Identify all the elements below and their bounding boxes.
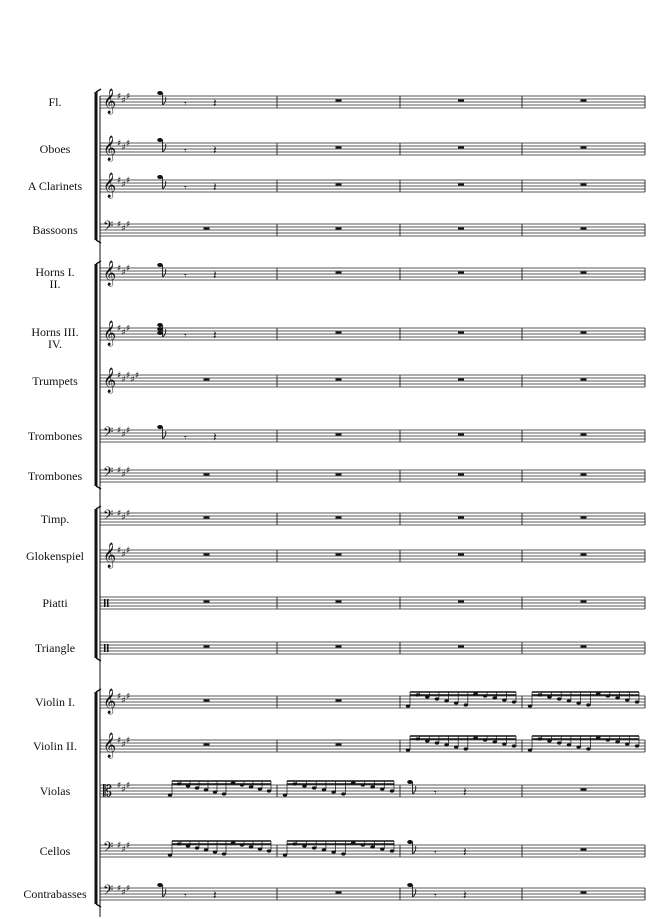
note-head — [407, 883, 413, 887]
sharp-icon: ♯ — [126, 884, 131, 894]
staff — [100, 320, 645, 346]
whole-rest — [458, 474, 464, 476]
sharp-icon: ♯ — [121, 180, 126, 190]
note-head — [425, 739, 429, 742]
note-head — [586, 703, 590, 706]
whole-rest — [458, 379, 464, 381]
instrument-label: Violas — [39, 784, 71, 798]
note-head — [528, 748, 532, 751]
staff — [100, 424, 645, 444]
alto-clef-icon: 𝄡 — [103, 781, 112, 800]
note-head — [557, 741, 561, 744]
note-flag — [163, 431, 166, 439]
quarter-rest-icon: 𝄽 — [463, 785, 467, 799]
note-head — [444, 743, 448, 746]
whole-rest — [581, 892, 587, 894]
instrument-label: Glokenspiel — [26, 549, 84, 563]
quarter-rest-icon: 𝄽 — [213, 96, 217, 110]
note-head — [204, 788, 208, 791]
note-flag — [163, 329, 166, 337]
quarter-rest-icon: 𝄽 — [213, 430, 217, 444]
note-head — [322, 848, 326, 851]
percussion-clef-icon — [107, 599, 109, 607]
note-flag — [413, 889, 416, 897]
treble-clef-icon: 𝄞 — [103, 136, 117, 161]
note-head — [547, 695, 551, 698]
whole-rest — [458, 147, 464, 149]
staff — [100, 260, 645, 286]
note-head — [322, 788, 326, 791]
whole-rest — [581, 272, 587, 274]
sharp-icon: ♯ — [117, 139, 122, 149]
note-head — [341, 792, 345, 795]
note-head — [625, 742, 629, 745]
staff — [100, 507, 645, 526]
sharp-icon: ♯ — [117, 264, 122, 274]
staff — [100, 218, 645, 237]
note-head — [302, 784, 306, 787]
quarter-rest-icon: 𝄽 — [213, 328, 217, 342]
whole-rest — [336, 744, 342, 746]
staff — [100, 882, 645, 902]
whole-rest — [336, 379, 342, 381]
staff — [100, 172, 645, 198]
treble-clef-icon: 𝄞 — [103, 543, 117, 568]
sharp-icon: ♯ — [117, 371, 122, 381]
note-head — [567, 699, 571, 702]
instrument-label: A Clarinets — [27, 179, 83, 193]
eighth-rest-icon: 𝄾 — [184, 271, 187, 282]
note-head — [528, 704, 532, 707]
eighth-rest-icon: 𝄾 — [434, 891, 437, 902]
note-head — [213, 790, 217, 793]
note-head — [406, 704, 410, 707]
instrument-label: Bassoons — [32, 223, 78, 237]
note-head — [576, 745, 580, 748]
quarter-rest-icon: 𝄽 — [463, 845, 467, 859]
note-head — [406, 748, 410, 751]
whole-rest — [336, 272, 342, 274]
sharp-icon: ♯ — [126, 426, 131, 436]
note-head — [615, 740, 619, 743]
note-head — [493, 696, 497, 699]
whole-rest — [581, 517, 587, 519]
bass-clef-icon: 𝄢 — [103, 507, 114, 526]
sharp-icon: ♯ — [126, 92, 131, 102]
whole-rest — [336, 434, 342, 436]
sharp-icon: ♯ — [117, 781, 122, 791]
note-head — [195, 786, 199, 789]
whole-rest — [336, 892, 342, 894]
sharp-icon: ♯ — [121, 224, 126, 234]
note-flag — [413, 786, 416, 794]
whole-rest — [204, 474, 210, 476]
staff — [100, 464, 645, 483]
whole-rest — [458, 601, 464, 603]
eighth-rest-icon: 𝄾 — [184, 146, 187, 157]
note-head — [370, 785, 374, 788]
whole-rest — [458, 517, 464, 519]
staff — [100, 597, 645, 609]
instrument-label: Trumpets — [32, 374, 78, 388]
note-head — [267, 849, 271, 852]
note-head — [195, 846, 199, 849]
note-head — [186, 844, 190, 847]
sharp-icon: ♯ — [126, 841, 131, 851]
quarter-rest-icon: 𝄽 — [213, 888, 217, 902]
whole-rest — [581, 228, 587, 230]
note-head — [168, 793, 172, 796]
bass-clef-icon: 𝄢 — [103, 882, 114, 901]
sharp-icon: ♯ — [121, 888, 126, 898]
note-head — [267, 789, 271, 792]
note-head — [615, 696, 619, 699]
sharp-icon: ♯ — [126, 371, 131, 381]
treble-clef-icon: 𝄞 — [103, 261, 117, 286]
whole-rest — [204, 646, 210, 648]
whole-rest — [204, 379, 210, 381]
instrument-label: Trombones — [27, 469, 83, 483]
quarter-rest-icon: 𝄽 — [463, 888, 467, 902]
instrument-label: Fl. — [48, 95, 62, 109]
sharp-icon: ♯ — [121, 268, 126, 278]
whole-rest — [458, 228, 464, 230]
sharp-icon: ♯ — [126, 176, 131, 186]
bass-clef-icon: 𝄢 — [103, 218, 114, 237]
whole-rest — [581, 849, 587, 851]
sharp-icon: ♯ — [121, 143, 126, 153]
staff — [100, 88, 645, 114]
whole-rest — [336, 474, 342, 476]
whole-rest — [581, 379, 587, 381]
note-head — [454, 745, 458, 748]
note-head — [380, 787, 384, 790]
instrument-label: Timp. — [40, 512, 70, 526]
whole-rest — [581, 554, 587, 556]
percussion-clef-icon — [107, 644, 109, 652]
sharp-icon: ♯ — [126, 264, 131, 274]
note-head — [454, 701, 458, 704]
note-head — [502, 698, 506, 701]
whole-rest — [336, 332, 342, 334]
note-head — [464, 703, 468, 706]
whole-rest — [581, 332, 587, 334]
instrument-label: Violin I. — [35, 695, 75, 709]
note-head — [302, 844, 306, 847]
note-head — [157, 138, 163, 142]
whole-rest — [581, 184, 587, 186]
note-head — [635, 700, 639, 703]
whole-rest — [204, 554, 210, 556]
sharp-icon: ♯ — [126, 509, 131, 519]
note-head — [390, 789, 394, 792]
note-head — [407, 780, 413, 784]
whole-rest — [458, 272, 464, 274]
treble-clef-icon: 𝄞 — [103, 733, 117, 758]
note-head — [341, 852, 345, 855]
whole-rest — [458, 646, 464, 648]
quarter-rest-icon: 𝄽 — [213, 180, 217, 194]
note-head — [186, 784, 190, 787]
percussion-clef-icon — [104, 644, 106, 652]
percussion-clef-icon — [104, 599, 106, 607]
sharp-icon: ♯ — [117, 426, 122, 436]
group-bracket — [96, 89, 101, 92]
note-flag — [163, 889, 166, 897]
sharp-icon: ♯ — [126, 692, 131, 702]
whole-rest — [581, 434, 587, 436]
staff — [100, 642, 645, 654]
note-head — [157, 175, 163, 179]
sharp-icon: ♯ — [117, 884, 122, 894]
staff-systems — [96, 88, 645, 917]
whole-rest — [336, 700, 342, 702]
whole-rest — [581, 601, 587, 603]
staff — [100, 367, 645, 393]
whole-rest — [458, 332, 464, 334]
note-flag — [163, 97, 166, 105]
sharp-icon: ♯ — [117, 220, 122, 230]
treble-clef-icon: 𝄞 — [103, 173, 117, 198]
note-head — [464, 747, 468, 750]
eighth-rest-icon: 𝄾 — [184, 183, 187, 194]
note-flag — [163, 144, 166, 152]
whole-rest — [336, 646, 342, 648]
staff — [100, 839, 645, 859]
note-head — [249, 845, 253, 848]
staff — [100, 732, 645, 758]
note-head — [425, 695, 429, 698]
treble-clef-icon: 𝄞 — [103, 689, 117, 714]
sharp-icon: ♯ — [117, 324, 122, 334]
whole-rest — [204, 700, 210, 702]
whole-rest — [336, 554, 342, 556]
note-head — [258, 787, 262, 790]
note-flag — [163, 181, 166, 189]
sharp-icon: ♯ — [121, 96, 126, 106]
bass-clef-icon: 𝄢 — [103, 464, 114, 483]
whole-rest — [581, 100, 587, 102]
quarter-rest-icon: 𝄽 — [213, 143, 217, 157]
eighth-rest-icon: 𝄾 — [434, 788, 437, 799]
whole-rest — [581, 147, 587, 149]
note-head — [249, 785, 253, 788]
sharp-icon: ♯ — [121, 513, 126, 523]
sharp-icon: ♯ — [121, 550, 126, 560]
staff — [100, 135, 645, 161]
note-head — [312, 786, 316, 789]
whole-rest — [336, 147, 342, 149]
staff — [100, 542, 645, 568]
sharp-icon: ♯ — [117, 509, 122, 519]
note-head — [557, 697, 561, 700]
sharp-icon: ♯ — [117, 466, 122, 476]
note-head — [635, 744, 639, 747]
instrument-label: Horns I. II. — [35, 265, 75, 291]
note-head — [157, 331, 163, 335]
instrument-label: Trombones — [27, 429, 83, 443]
whole-rest — [336, 228, 342, 230]
eighth-rest-icon: 𝄾 — [184, 99, 187, 110]
instrument-label: Triangle — [34, 641, 76, 655]
eighth-rest-icon: 𝄾 — [184, 891, 187, 902]
note-head — [283, 793, 287, 796]
note-head — [157, 327, 163, 331]
bass-clef-icon: 𝄢 — [103, 424, 114, 443]
note-head — [222, 852, 226, 855]
whole-rest — [204, 228, 210, 230]
sharp-icon: ♯ — [126, 220, 131, 230]
note-head — [444, 699, 448, 702]
sharp-icon: ♯ — [126, 736, 131, 746]
whole-rest — [458, 434, 464, 436]
sharp-icon: ♯ — [135, 371, 140, 381]
note-head — [157, 323, 163, 327]
whole-rest — [458, 184, 464, 186]
whole-rest — [336, 601, 342, 603]
quarter-rest-icon: 𝄽 — [213, 268, 217, 282]
whole-rest — [581, 646, 587, 648]
note-head — [435, 741, 439, 744]
note-head — [502, 742, 506, 745]
staff — [100, 780, 645, 800]
whole-rest — [458, 554, 464, 556]
note-head — [407, 840, 413, 844]
instrument-label: Piatti — [42, 596, 68, 610]
note-flag — [163, 269, 166, 277]
note-head — [380, 847, 384, 850]
instrument-label: Oboes — [39, 142, 71, 156]
sharp-icon: ♯ — [121, 785, 126, 795]
instrument-label: Violin II. — [33, 739, 77, 753]
whole-rest — [336, 517, 342, 519]
sharp-icon: ♯ — [117, 841, 122, 851]
sharp-icon: ♯ — [121, 430, 126, 440]
whole-rest — [581, 474, 587, 476]
instrument-label: Horns III. IV. — [31, 325, 79, 351]
whole-rest — [336, 100, 342, 102]
note-head — [586, 747, 590, 750]
note-head — [435, 697, 439, 700]
instrument-label: Contrabasses — [23, 887, 87, 901]
treble-clef-icon: 𝄞 — [103, 368, 117, 393]
sharp-icon: ♯ — [126, 324, 131, 334]
sharp-icon: ♯ — [121, 845, 126, 855]
note-head — [204, 848, 208, 851]
note-head — [547, 739, 551, 742]
sharp-icon: ♯ — [117, 736, 122, 746]
treble-clef-icon: 𝄞 — [103, 321, 117, 346]
note-head — [168, 853, 172, 856]
instrument-label: Cellos — [39, 844, 71, 858]
sharp-icon: ♯ — [121, 375, 126, 385]
note-head — [493, 740, 497, 743]
sharp-icon: ♯ — [121, 740, 126, 750]
note-head — [512, 700, 516, 703]
note-head — [222, 792, 226, 795]
note-head — [370, 845, 374, 848]
sharp-icon: ♯ — [126, 546, 131, 556]
whole-rest — [204, 744, 210, 746]
treble-clef-icon: 𝄞 — [103, 89, 117, 114]
whole-rest — [204, 601, 210, 603]
staff — [100, 688, 645, 714]
sharp-icon: ♯ — [117, 92, 122, 102]
eighth-rest-icon: 𝄾 — [434, 848, 437, 859]
bass-clef-icon: 𝄢 — [103, 839, 114, 858]
note-head — [157, 91, 163, 95]
sharp-icon: ♯ — [117, 546, 122, 556]
note-head — [512, 744, 516, 747]
eighth-rest-icon: 𝄾 — [184, 331, 187, 342]
note-head — [213, 850, 217, 853]
whole-rest — [204, 517, 210, 519]
note-head — [157, 425, 163, 429]
note-head — [331, 850, 335, 853]
note-head — [157, 883, 163, 887]
note-head — [331, 790, 335, 793]
sharp-icon: ♯ — [126, 139, 131, 149]
instrument-labels — [23, 95, 87, 901]
sharp-icon: ♯ — [126, 781, 131, 791]
note-head — [312, 846, 316, 849]
note-head — [283, 853, 287, 856]
note-head — [157, 263, 163, 267]
note-head — [576, 701, 580, 704]
sharp-icon: ♯ — [126, 466, 131, 476]
sharp-icon: ♯ — [121, 696, 126, 706]
sharp-icon: ♯ — [117, 176, 122, 186]
sharp-icon: ♯ — [121, 328, 126, 338]
whole-rest — [581, 789, 587, 791]
sharp-icon: ♯ — [130, 375, 135, 385]
note-head — [625, 698, 629, 701]
note-head — [390, 849, 394, 852]
sharp-icon: ♯ — [121, 470, 126, 480]
note-flag — [413, 846, 416, 854]
eighth-rest-icon: 𝄾 — [184, 433, 187, 444]
sharp-icon: ♯ — [117, 692, 122, 702]
whole-rest — [336, 184, 342, 186]
note-head — [567, 743, 571, 746]
whole-rest — [458, 100, 464, 102]
note-head — [258, 847, 262, 850]
